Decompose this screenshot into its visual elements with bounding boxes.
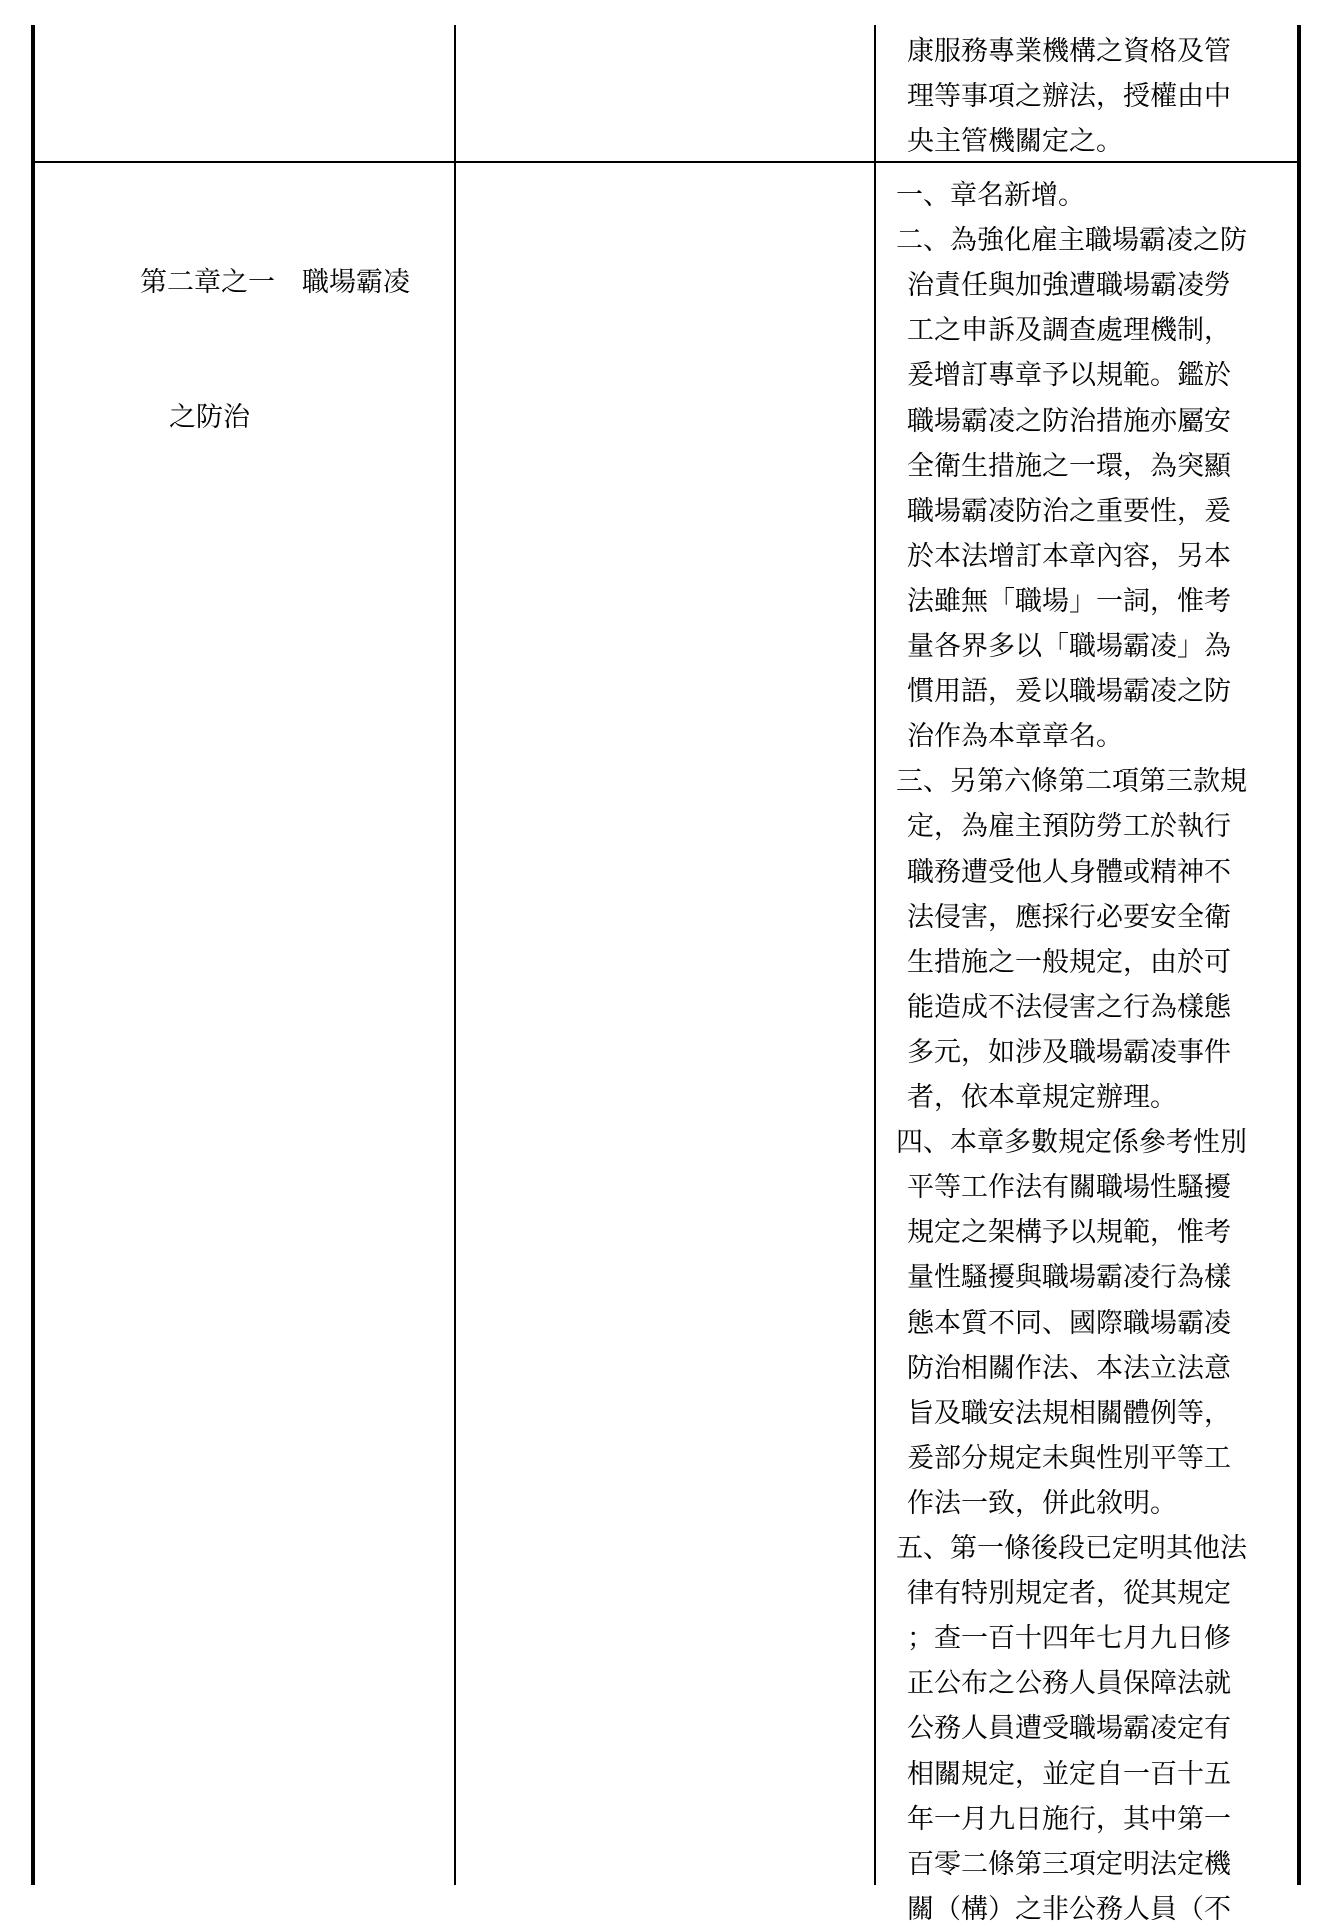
table-right-border (1297, 25, 1301, 1885)
chapter-title-line-1: 第二章之一 職場霸凌 (140, 267, 410, 298)
column-divider-1 (454, 25, 456, 1885)
text-line: 央主管機關定之。 (907, 126, 1123, 157)
text-line: 職場霸凌之防治措施亦屬安 (907, 405, 1231, 437)
explanation-item-3: 三、另第六條第二項第三款規 (896, 766, 1247, 798)
text-line: 規定之架構予以規範，惟考 (907, 1217, 1231, 1249)
text-line: ；查一百十四年七月九日修 (907, 1623, 1231, 1655)
text-line: 爰增訂專章予以規範。鑑於 (907, 360, 1231, 392)
text-line: 相關規定，並定自一百十五 (907, 1758, 1231, 1790)
chapter-title-line-2: 之防治 (169, 402, 250, 433)
text-line: 康服務專業機構之資格及管 (907, 36, 1231, 67)
text-line: 公務人員遭受職場霸凌定有 (907, 1713, 1231, 1745)
text-line: 法雖無「職場」一詞，惟考 (907, 585, 1231, 617)
text-line: 能造成不法侵害之行為樣態 (907, 991, 1231, 1023)
text-line: 定，為雇主預防勞工於執行 (907, 811, 1231, 843)
text-line: 生措施之一般規定，由於可 (907, 946, 1231, 978)
text-line: 於本法增訂本章內容，另本 (907, 540, 1231, 572)
explanation-item-2: 二、為強化雇主職場霸凌之防 (896, 225, 1247, 257)
text-line: 平等工作法有關職場性騷擾 (907, 1172, 1231, 1204)
text-line: 爰部分規定未與性別平等工 (907, 1442, 1231, 1474)
text-line: 職場霸凌防治之重要性，爰 (907, 495, 1231, 527)
text-line: 年一月九日施行，其中第一 (907, 1803, 1231, 1835)
text-line: 理等事項之辦法，授權由中 (907, 81, 1231, 112)
column-divider-2 (874, 25, 876, 1885)
explanation-item-5: 五、第一條後段已定明其他法 (896, 1533, 1247, 1564)
chapter-title (140, 170, 410, 530)
text-line: 者，依本章規定辦理。 (907, 1082, 1177, 1113)
text-line: 工之申訴及調查處理機制， (907, 315, 1231, 347)
explanation-item-1: 一、章名新增。 (896, 180, 1085, 211)
explanation-item-4: 四、本章多數規定係參考性別 (896, 1127, 1247, 1159)
text-line: 慣用語，爰以職場霸凌之防 (907, 676, 1231, 708)
text-line: 態本質不同、國際職場霸凌 (907, 1307, 1231, 1339)
text-line: 防治相關作法、本法立法意 (907, 1352, 1231, 1384)
text-line: 職務遭受他人身體或精神不 (907, 856, 1231, 888)
text-line: 正公布之公務人員保障法就 (907, 1668, 1231, 1700)
text-line: 百零二條第三項定明法定機 (907, 1848, 1231, 1880)
table-left-border (31, 25, 35, 1885)
text-line: 法侵害，應採行必要安全衛 (907, 901, 1231, 933)
text-line: 多元，如涉及職場霸凌事件 (907, 1036, 1231, 1068)
text-line: 治責任與加強遭職場霸凌勞 (907, 270, 1231, 302)
text-line: 關（構）之非公務人員（不 (907, 1893, 1231, 1925)
text-line: 治作為本章章名。 (907, 721, 1123, 753)
text-line: 旨及職安法規相關體例等， (907, 1397, 1231, 1429)
text-line: 作法一致，併此敘明。 (907, 1487, 1177, 1519)
text-line: 律有特別規定者，從其規定 (907, 1578, 1231, 1610)
text-line: 量性騷擾與職場霸凌行為樣 (907, 1262, 1231, 1294)
text-line: 全衛生措施之一環，為突顯 (907, 450, 1231, 482)
text-line: 量各界多以「職場霸凌」為 (907, 631, 1231, 662)
